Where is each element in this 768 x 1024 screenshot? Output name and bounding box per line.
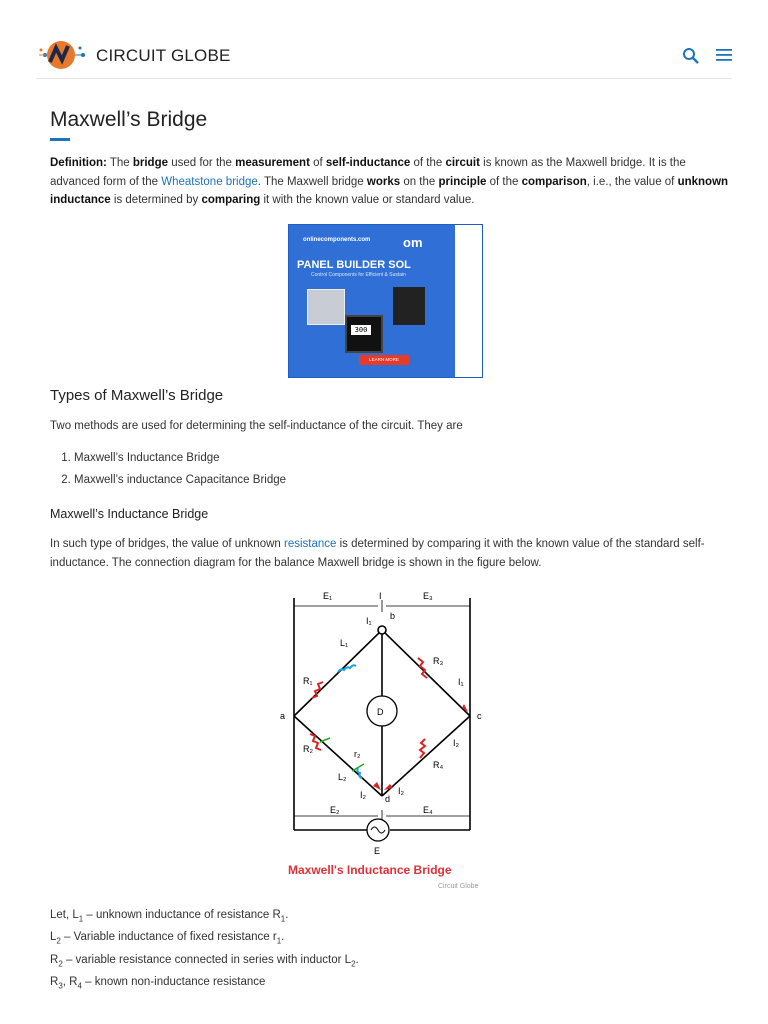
page-title: Maxwell’s Bridge <box>50 108 208 131</box>
ad-product-image <box>307 289 345 325</box>
hamburger-menu-icon[interactable] <box>715 47 733 63</box>
ad-subline: Control Components for Efficient & Sustain <box>311 272 406 278</box>
label-R3: R₃ <box>433 656 444 666</box>
label-I1: I₁ <box>366 616 372 626</box>
resistance-link[interactable]: resistance <box>283 538 337 550</box>
label-L2: L₂ <box>338 772 347 782</box>
site-header <box>36 38 732 79</box>
list-item: 1. Maxwell’s Inductance Bridge <box>74 447 286 469</box>
diagram-caption: Maxwell's Inductance Bridge <box>288 863 452 877</box>
label-I1: I₁ <box>458 677 464 687</box>
types-intro: Two methods are used for determining the self-inductance of the circuit. They are <box>50 420 463 432</box>
list-item: 2. Maxwell’s inductance Capacitance Bridge <box>74 469 286 491</box>
ad-site: onlinecomponents.com <box>303 237 371 243</box>
ad-brand: om <box>403 235 423 250</box>
label-I: I <box>379 591 382 601</box>
label-D: D <box>377 707 384 717</box>
label-E1: E₁ <box>323 591 333 601</box>
intro-paragraph: In such type of bridges, the value of unknown resistance is determined by comparing it with the known value of the standard self-inductance. The connection diagram for the balance Maxwell bridge is shown in the figure below. <box>50 538 705 569</box>
advertisement-banner[interactable] <box>288 224 483 378</box>
article <box>50 108 730 991</box>
label-d: d <box>385 794 391 804</box>
definition-line: Let, $L_1$ – unknown inductance of resistance $R_1$. <box>50 909 289 924</box>
search-icon[interactable] <box>681 46 701 66</box>
label-c: c <box>477 711 482 721</box>
maxwell-bridge-diagram <box>280 588 502 898</box>
definition-line: $R_2$ – variable resistance connected in series with inductor $L_2$. <box>50 953 359 968</box>
definition-line: $R_3$, $R_4$ – known non-inductance resistance <box>50 975 266 991</box>
brand-name[interactable]: CIRCUIT GLOBE <box>96 46 231 65</box>
ad-display-readout: 300 <box>351 325 371 335</box>
label-E4: E₄ <box>423 805 433 815</box>
label-E2: E₂ <box>330 805 340 815</box>
label-r2: r₂ <box>354 749 361 759</box>
label-E: E <box>374 846 381 856</box>
label-I2: I₂ <box>398 786 404 796</box>
diagram-watermark: Circuit Globe <box>438 883 479 890</box>
sub-heading: Maxwell’s Inductance Bridge <box>50 507 209 521</box>
label-I2: I₂ <box>453 738 459 748</box>
label-I2: I₂ <box>360 790 366 800</box>
types-heading: Types of Maxwell’s Bridge <box>50 387 224 404</box>
ad-learn-more-button[interactable]: LEARN MORE <box>359 355 409 365</box>
definition-paragraph: Definition: The bridge used for the measurement of self-inductance of the circuit is known as the Maxwell bridge. It is the advanced form of the Wheatstone bridge. The Maxwell bridge works on the principle of the comparison, i.e., the value of unknown inductance is determined by comparing it with the known value or standard value. <box>50 157 729 206</box>
types-list <box>50 447 286 491</box>
circuit-globe-logo[interactable] <box>36 38 96 72</box>
ad-product-image <box>393 287 425 325</box>
wheatstone-bridge-link[interactable]: Wheatstone bridge <box>161 175 258 188</box>
label-b: b <box>390 611 396 621</box>
label-E3: E₃ <box>423 591 433 601</box>
definition-line: $L_2$ – Variable inductance of fixed resistance $r_1$. <box>50 931 285 946</box>
label-a: a <box>280 711 286 721</box>
label-L1: L₁ <box>340 638 349 648</box>
label-R2: R₂ <box>303 744 313 754</box>
ad-headline: PANEL BUILDER SOL <box>297 259 411 271</box>
label-R1: R₁ <box>303 676 313 686</box>
variable-definitions <box>50 906 359 995</box>
title-underline <box>50 138 70 141</box>
label-R4: R₄ <box>433 760 444 770</box>
